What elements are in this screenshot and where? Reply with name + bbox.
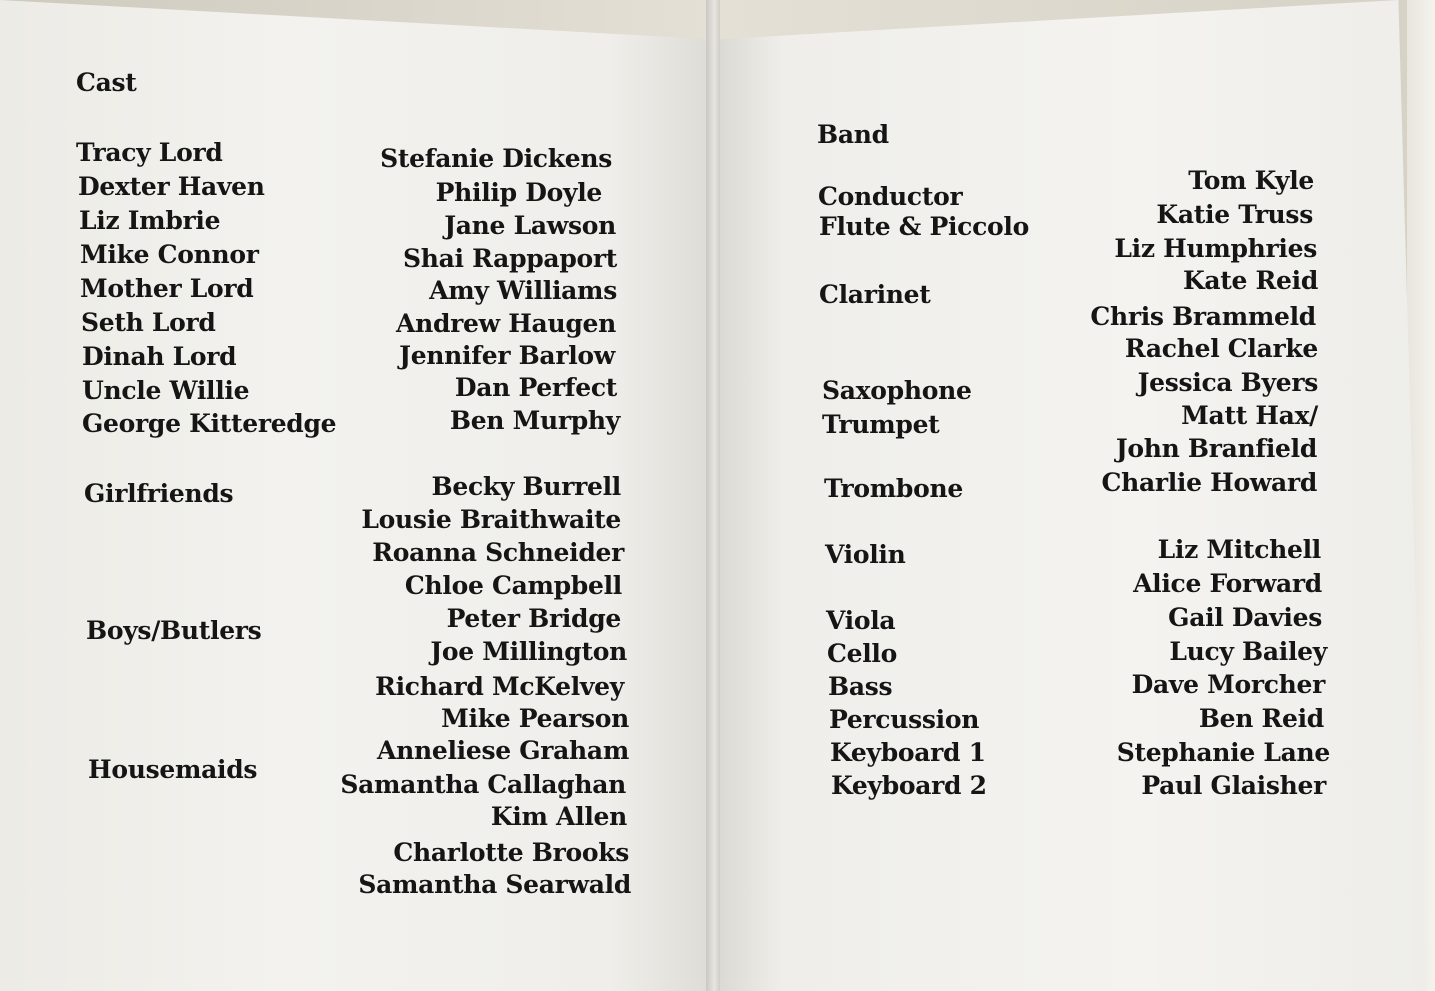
cast-role: George Kitteredge bbox=[82, 409, 337, 438]
player-name: Tom Kyle bbox=[1188, 166, 1314, 195]
group-label-housemaids: Housemaids bbox=[88, 755, 258, 784]
player-name: Paul Glaisher bbox=[1141, 771, 1326, 800]
cast-actor: Jennifer Barlow bbox=[399, 341, 615, 370]
instrument-label: Bass bbox=[828, 672, 893, 701]
instrument-label: Keyboard 1 bbox=[830, 738, 986, 767]
instrument-label: Trumpet bbox=[822, 410, 940, 439]
instrument-label: Cello bbox=[827, 639, 897, 668]
player-name: Katie Truss bbox=[1156, 200, 1313, 229]
band-heading: Band bbox=[817, 120, 889, 149]
player-name: Gail Davies bbox=[1168, 603, 1322, 632]
group-label-boys-butlers: Boys/Butlers bbox=[86, 616, 262, 645]
instrument-label: Saxophone bbox=[822, 376, 972, 405]
player-name: John Branfield bbox=[1115, 434, 1317, 463]
cast-role: Dinah Lord bbox=[82, 342, 237, 371]
cast-actor: Amy Williams bbox=[429, 276, 617, 305]
girlfriend-name: Becky Burrell bbox=[431, 472, 621, 501]
girlfriend-name: Roanna Schneider bbox=[372, 538, 624, 567]
instrument-label: Keyboard 2 bbox=[831, 771, 987, 800]
player-name: Kate Reid bbox=[1182, 266, 1318, 295]
player-name: Stephanie Lane bbox=[1116, 738, 1330, 767]
player-name: Ben Reid bbox=[1198, 704, 1324, 733]
cast-role: Mike Connor bbox=[80, 240, 259, 269]
cast-actor: Andrew Haugen bbox=[395, 309, 616, 338]
boy-butler-name: Peter Bridge bbox=[446, 604, 621, 633]
housemaid-name: Kim Allen bbox=[490, 802, 627, 831]
instrument-label: Violin bbox=[825, 540, 906, 569]
boy-butler-name: Mike Pearson bbox=[441, 704, 629, 733]
cast-role: Dexter Haven bbox=[78, 172, 265, 201]
cast-role: Seth Lord bbox=[81, 308, 216, 337]
housemaid-name: Charlotte Brooks bbox=[393, 838, 629, 867]
instrument-label: Flute & Piccolo bbox=[819, 212, 1029, 241]
boy-butler-name: Richard McKelvey bbox=[375, 672, 624, 701]
instrument-label: Conductor bbox=[818, 182, 963, 211]
cast-role: Mother Lord bbox=[80, 274, 254, 303]
cast-actor: Shai Rappaport bbox=[402, 244, 617, 273]
page-spine bbox=[706, 0, 720, 991]
cast-actor: Stefanie Dickens bbox=[380, 144, 612, 173]
player-name: Charlie Howard bbox=[1101, 468, 1317, 497]
player-name: Dave Morcher bbox=[1131, 670, 1325, 699]
player-name: Liz Humphries bbox=[1114, 234, 1317, 263]
cast-role: Liz Imbrie bbox=[79, 206, 221, 235]
player-name: Jessica Byers bbox=[1137, 368, 1318, 397]
instrument-label: Trombone bbox=[824, 474, 963, 503]
girlfriend-name: Lousie Braithwaite bbox=[361, 505, 621, 534]
instrument-label: Clarinet bbox=[819, 280, 931, 309]
girlfriend-name: Chloe Campbell bbox=[404, 571, 622, 600]
cast-heading: Cast bbox=[76, 68, 137, 97]
housemaid-name: Anneliese Graham bbox=[377, 736, 629, 765]
player-name: Lucy Bailey bbox=[1169, 637, 1327, 666]
player-name: Matt Hax/ bbox=[1181, 401, 1318, 430]
cast-role: Uncle Willie bbox=[82, 376, 250, 405]
boy-butler-name: Joe Millington bbox=[430, 637, 627, 666]
cast-role: Tracy Lord bbox=[76, 138, 223, 167]
housemaid-name: Samantha Callaghan bbox=[340, 770, 626, 799]
player-name: Liz Mitchell bbox=[1157, 535, 1321, 564]
instrument-label: Percussion bbox=[829, 705, 980, 734]
housemaid-name: Samantha Searwald bbox=[358, 870, 631, 899]
player-name: Alice Forward bbox=[1133, 569, 1322, 598]
player-name: Rachel Clarke bbox=[1124, 334, 1318, 363]
cast-actor: Philip Doyle bbox=[435, 178, 602, 207]
player-name: Chris Brammeld bbox=[1090, 302, 1316, 331]
instrument-label: Viola bbox=[826, 606, 896, 635]
group-label-girlfriends: Girlfriends bbox=[84, 479, 234, 508]
cast-actor: Ben Murphy bbox=[449, 406, 620, 435]
cast-actor: Dan Perfect bbox=[454, 373, 617, 402]
cast-actor: Jane Lawson bbox=[444, 211, 616, 240]
